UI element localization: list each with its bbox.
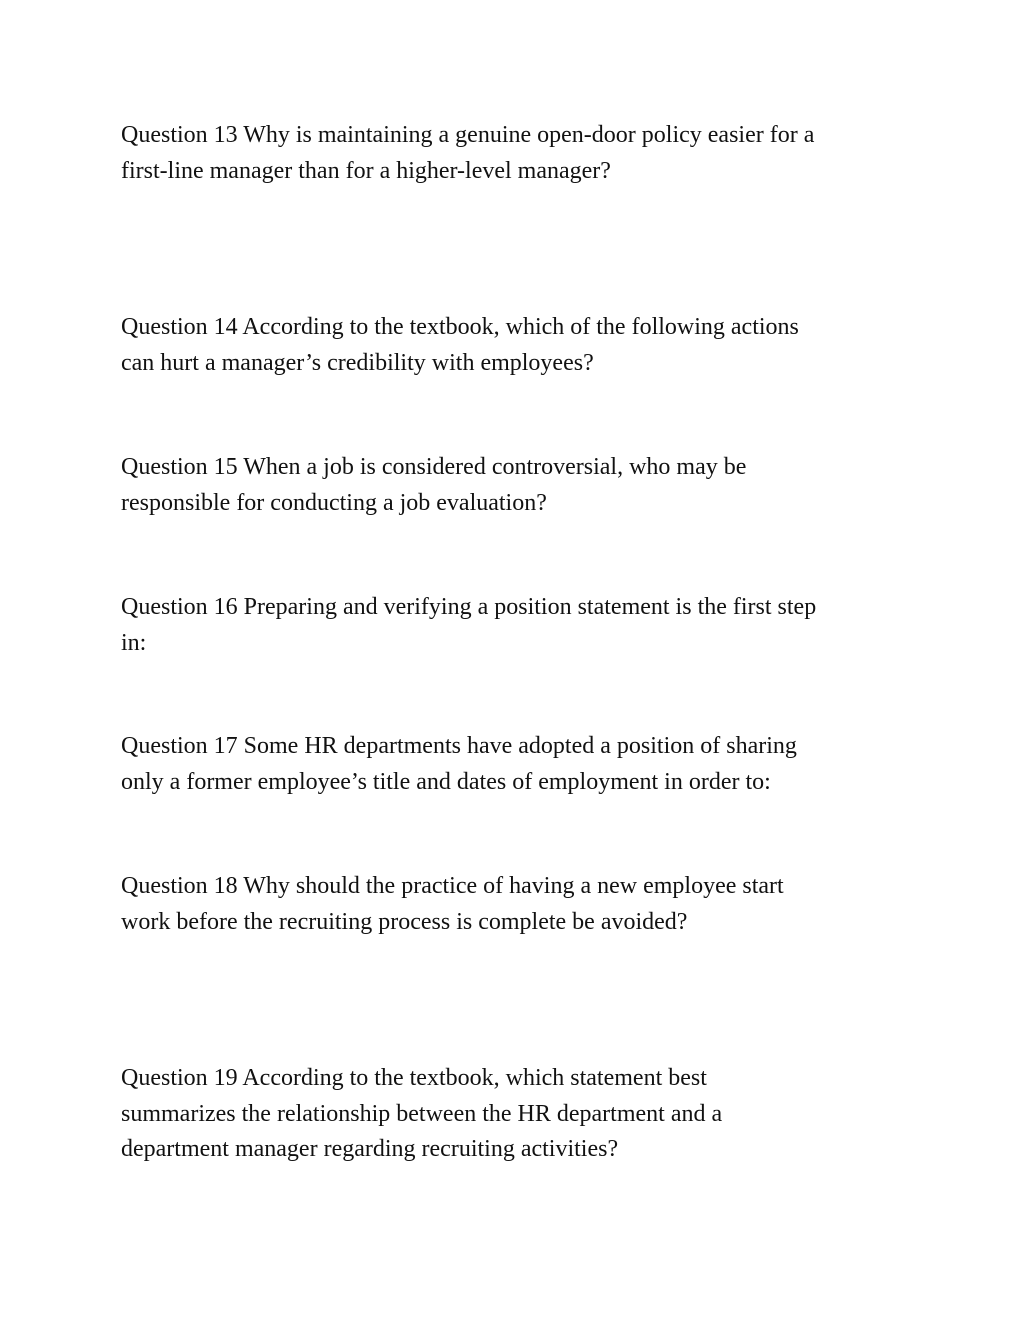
question-13: [121, 118, 911, 189]
question-15: [121, 450, 911, 521]
question-line: Question 16 Preparing and verifying a position statement is the first step: [121, 594, 817, 620]
question-18: [121, 869, 911, 940]
question-line: only a former employee’s title and dates of employment in order to:: [121, 768, 771, 795]
question-line: Question 17 Some HR departments have adopted a position of sharing: [121, 733, 797, 759]
question-line: Question 13 Why is maintaining a genuine open-door policy easier for a: [121, 122, 815, 148]
question-line: can hurt a manager’s credibility with employees?: [121, 349, 594, 376]
question-line: first-line manager than for a higher-level manager?: [121, 157, 611, 184]
question-line: summarizes the relationship between the HR department and a: [121, 1100, 723, 1127]
question-17: [121, 729, 911, 800]
question-line: department manager regarding recruiting activities?: [121, 1136, 619, 1162]
question-line: Question 14 According to the textbook, which of the following actions: [121, 314, 799, 340]
question-19: [121, 1061, 911, 1168]
question-16: [121, 590, 911, 661]
question-line: Question 15 When a job is considered controversial, who may be: [121, 454, 747, 480]
question-line: responsible for conducting a job evaluation?: [121, 489, 547, 516]
question-line: Question 18 Why should the practice of having a new employee start: [121, 873, 784, 899]
question-line: Question 19 According to the textbook, which statement best: [121, 1065, 707, 1091]
question-line: in:: [121, 629, 147, 656]
question-line: work before the recruiting process is complete be avoided?: [121, 908, 688, 935]
question-14: [121, 310, 911, 381]
